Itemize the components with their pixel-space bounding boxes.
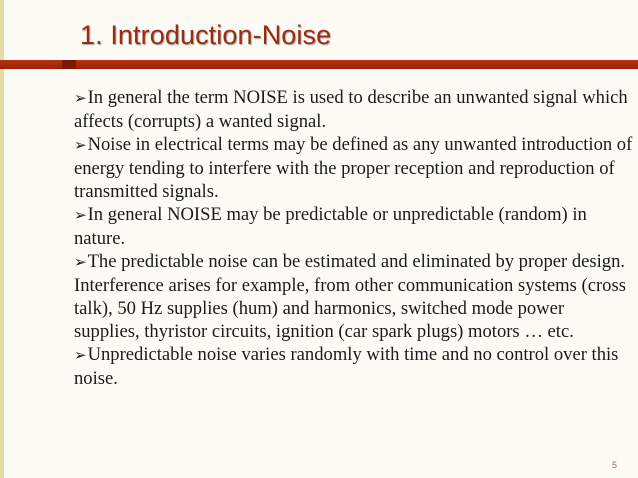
bullet-paragraph bbox=[74, 203, 634, 250]
arrow-bullet-icon: ➢ bbox=[74, 206, 87, 224]
paragraph-text: In general the term NOISE is used to describe an unwanted signal which affects (corrupts) a wanted signal. bbox=[74, 87, 628, 132]
arrow-bullet-icon: ➢ bbox=[74, 346, 87, 364]
page-number: 5 bbox=[612, 460, 618, 470]
title-bar-accent bbox=[62, 60, 76, 69]
bullet-paragraph bbox=[74, 133, 634, 203]
bullet-paragraph bbox=[74, 250, 634, 343]
paragraph-text: Unpredictable noise varies randomly with time and no control over this noise. bbox=[74, 344, 619, 389]
slide-title: 1. Introduction-Noise bbox=[80, 20, 332, 50]
left-decorative-rule bbox=[0, 0, 4, 478]
arrow-bullet-icon: ➢ bbox=[74, 136, 87, 154]
bullet-paragraph bbox=[74, 86, 634, 133]
arrow-bullet-icon: ➢ bbox=[74, 253, 87, 271]
arrow-bullet-icon: ➢ bbox=[74, 89, 87, 107]
title-underline-bar bbox=[0, 60, 638, 69]
paragraph-text: In general NOISE may be predictable or unpredictable (random) in nature. bbox=[74, 204, 587, 249]
slide-body bbox=[74, 86, 634, 390]
paragraph-text: The predictable noise can be estimated and eliminated by proper design. Interference arises for example, from other communication systems (cross talk), 50 Hz supplies (hum) and harmonics, switched mode power supplies, thyristor circuits, ignition (car spark plugs) motors … etc. bbox=[74, 251, 626, 342]
paragraph-text: Noise in electrical terms may be defined as any unwanted introduction of energy tending to interfere with the proper reception and reproduction of transmitted signals. bbox=[74, 134, 633, 202]
bullet-paragraph bbox=[74, 343, 634, 390]
